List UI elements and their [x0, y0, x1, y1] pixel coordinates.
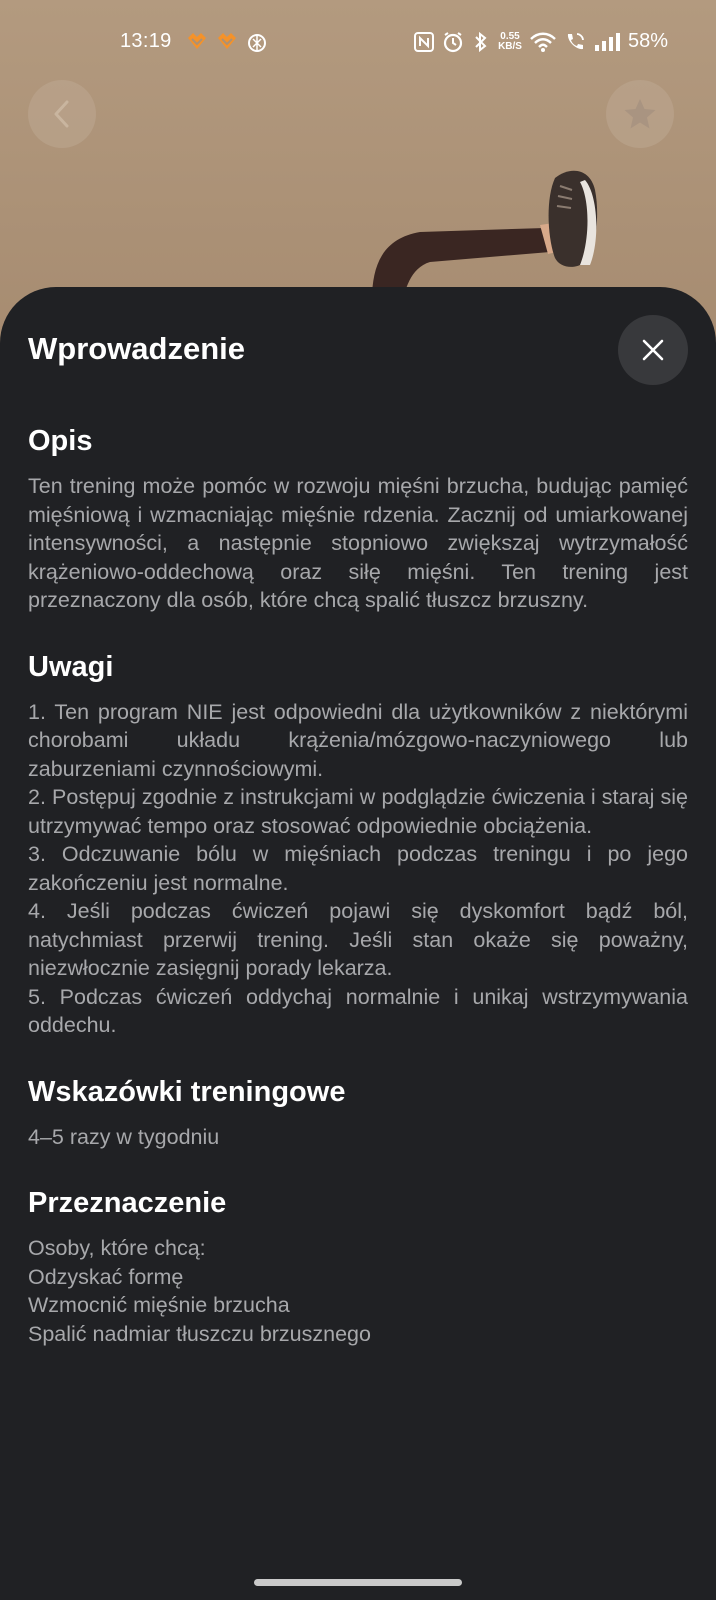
home-indicator[interactable]: [254, 1579, 462, 1586]
section-heading: Uwagi: [28, 650, 114, 683]
list-item: Spalić nadmiar tłuszczu brzusznego: [28, 1321, 371, 1346]
section-przeznaczenie: [28, 1187, 688, 1348]
battery-level: 58%: [627, 30, 668, 52]
list-item: Odzyskać formę: [28, 1264, 184, 1289]
section-heading: Przeznaczenie: [28, 1187, 227, 1219]
section-uwagi: [28, 651, 688, 1040]
list-item: Osoby, które chcą:: [28, 1236, 206, 1260]
status-bar: [0, 0, 716, 84]
list-item: Wzmocnić mięśnie brzucha: [28, 1293, 290, 1317]
notification-icons: [186, 32, 268, 54]
heart-app-icon: [186, 32, 208, 52]
note-item: 3. Odczuwanie bólu w mięśniach podczas treningu i po jego zakończeniu jest normalne.: [28, 842, 688, 895]
section-text: Ten trening może pomóc w rozwoju mięśni brzucha, budując pamięć mięśniową i wzmacniając mięśnie rdzenia. Zacznij od umiarkowanej intensywności, a następnie stopniowo zwiększaj wytrzymałość krążeniowo-oddechową oraz siłę mięśni. Ten trening jest przeznaczony dla osób, które chcą spalić tłuszcz brzuszny.: [28, 474, 688, 612]
note-item: 4. Jeśli podczas ćwiczeń pojawi się dyskomfort bądź ból, natychmiast przerwij trening. Jeśli stan okaże się poważny, niezwłocznie zasięgnij porady lekarza.: [28, 899, 688, 980]
close-button[interactable]: [618, 315, 688, 385]
favorite-button[interactable]: [606, 80, 674, 148]
note-item: 2. Postępuj zgodnie z instrukcjami w podglądzie ćwiczenia i staraj się utrzymywać tempo oraz stosować odpowiednie obciążenia.: [28, 785, 688, 838]
note-item: 1. Ten program NIE jest odpowiedni dla użytkowników z niektórymi chorobami układu krążenia/mózgowo-naczyniowego lub zaburzeniami czynnościowymi.: [28, 699, 688, 781]
section-wskazowki: [28, 1076, 688, 1152]
wifi-calling-icon: [564, 31, 586, 53]
sheet-title: Wprowadzenie: [28, 331, 246, 366]
sheet-content: [28, 425, 688, 1384]
close-icon: [641, 338, 665, 362]
openai-icon: [246, 32, 268, 54]
status-time: 13:19: [120, 30, 172, 52]
section-opis: [28, 425, 688, 615]
section-heading: Opis: [28, 425, 93, 457]
signal-icon: [594, 32, 620, 52]
section-text: 4–5 razy w tygodniu: [28, 1124, 220, 1149]
bluetooth-icon: [472, 31, 490, 53]
back-button[interactable]: [28, 80, 96, 148]
note-item: 5. Podczas ćwiczeń oddychaj normalnie i unikaj wstrzymywania oddechu.: [28, 984, 688, 1037]
chevron-left-icon: [50, 99, 74, 129]
network-speed: 0.55 KB/S: [498, 30, 522, 52]
system-icons: [414, 30, 668, 53]
alarm-icon: [442, 31, 464, 53]
intro-sheet: [0, 287, 716, 1600]
heart-app-icon: [216, 32, 238, 52]
wifi-icon: [530, 31, 556, 53]
star-icon: [622, 97, 658, 131]
section-heading: Wskazówki treningowe: [28, 1075, 346, 1108]
nfc-icon: [414, 32, 434, 52]
